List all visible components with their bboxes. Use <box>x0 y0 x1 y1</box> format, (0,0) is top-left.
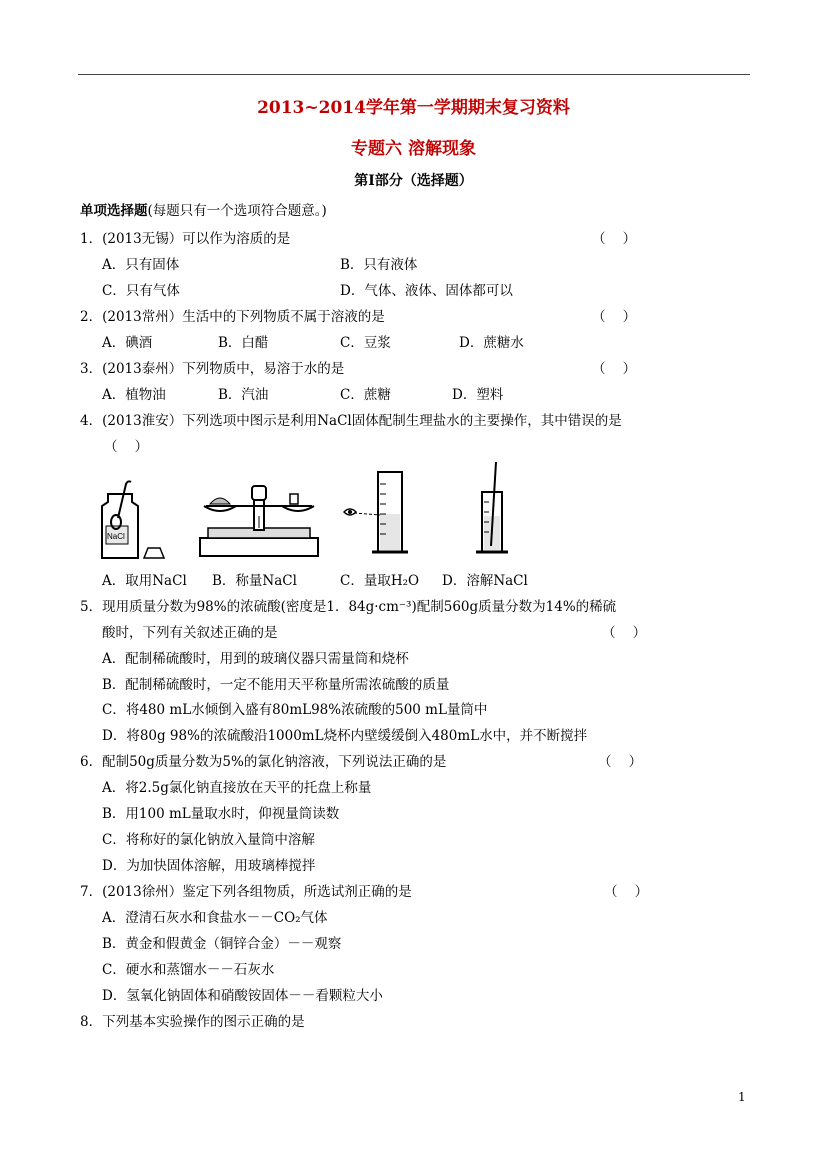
q5-option-c: C．将480 mL水倾倒入盛有80mL98%浓硫酸的500 mL量筒中 <box>102 702 488 718</box>
q1-option-b: B．只有液体 <box>340 257 418 273</box>
q1-stem: 1．(2013无锡）可以作为溶质的是 <box>80 231 291 247</box>
q2-option-d: D．蔗糖水 <box>459 335 524 351</box>
header-rule <box>78 74 750 75</box>
document-subtitle: 专题六 溶解现象 <box>351 139 476 159</box>
q7-option-b: B．黄金和假黄金（铜锌合金）－－观察 <box>102 936 342 952</box>
q5-option-a: A．配制稀硫酸时，用到的玻璃仪器只需量筒和烧杯 <box>102 651 409 667</box>
q4-option-c: C．量取H₂O <box>340 573 420 589</box>
q4-option-d: D．溶解NaCl <box>442 573 528 589</box>
q1-option-d: D．气体、液体、固体都可以 <box>340 283 513 299</box>
q1-answer-paren: （ ） <box>592 231 637 247</box>
q3-option-d: D．塑料 <box>452 387 504 403</box>
part-heading: 第Ⅰ部分（选择题） <box>354 173 473 189</box>
q7-option-c: C．硬水和蒸馏水－－石灰水 <box>102 962 275 978</box>
q1-option-c: C．只有气体 <box>102 283 180 299</box>
q4-figure-d-cylinder-stir <box>466 458 516 562</box>
document-title: 2013~2014学年第一学期期末复习资料 <box>257 98 570 118</box>
q7-answer-paren: （ ） <box>604 884 649 900</box>
q2-option-a: A．碘酒 <box>102 335 153 351</box>
q6-option-b: B．用100 mL量取水时，仰视量筒读数 <box>102 806 340 822</box>
q3-option-b: B．汽油 <box>218 387 269 403</box>
q2-answer-paren: （ ） <box>592 309 637 325</box>
q7-stem: 7．(2013徐州）鉴定下列各组物质，所选试剂正确的是 <box>80 884 412 900</box>
q3-stem: 3．(2013泰州）下列物质中，易溶于水的是 <box>80 361 345 377</box>
section-note: (每题只有一个选项符合题意。) <box>147 203 327 219</box>
q5-stem-continued: 酸时，下列有关叙述正确的是 <box>102 625 278 641</box>
q5-option-b: B．配制稀硫酸时，一定不能用天平称量所需浓硫酸的质量 <box>102 677 450 693</box>
q5-option-d: D．将80g 98%的浓硫酸沿1000mL烧杯内壁缓缓倒入480mL水中，并不断搅拌 <box>102 728 588 744</box>
q4-answer-paren: （ ） <box>104 439 149 455</box>
q8-stem: 8．下列基本实验操作的图示正确的是 <box>80 1014 305 1030</box>
q7-option-d: D．氢氧化钠固体和硝酸铵固体－－看颗粒大小 <box>102 988 383 1004</box>
q3-option-a: A．植物油 <box>102 387 166 403</box>
q4-option-b: B．称量NaCl <box>212 573 297 589</box>
q7-option-a: A．澄清石灰水和食盐水－－CO₂气体 <box>102 910 328 926</box>
q4-figure-b-balance <box>196 480 322 562</box>
q4-stem: 4．(2013淮安）下列选项中图示是利用NaCl固体配制生理盐水的主要操作，其中错误的是 <box>80 413 622 429</box>
section-heading-label: 单项选择题 <box>80 203 148 219</box>
q4-figure-a-reagent-bottle <box>96 478 168 564</box>
q3-answer-paren: （ ） <box>592 361 637 377</box>
q6-option-a: A．将2.5g氯化钠直接放在天平的托盘上称量 <box>102 780 372 796</box>
q3-option-c: C．蔗糖 <box>340 387 391 403</box>
q4-figure-a-label: NaCl <box>107 532 125 541</box>
q2-option-c: C．豆浆 <box>340 335 391 351</box>
q4-figure-c-cylinder <box>340 464 420 562</box>
q6-stem: 6．配制50g质量分数为5%的氯化钠溶液，下列说法正确的是 <box>80 754 447 770</box>
q6-answer-paren: （ ） <box>598 754 643 770</box>
q1-option-a: A．只有固体 <box>102 257 180 273</box>
page-number: 1 <box>738 1090 746 1104</box>
q6-option-c: C．将称好的氯化钠放入量筒中溶解 <box>102 832 315 848</box>
q5-answer-paren: （ ） <box>602 625 647 641</box>
q5-stem: 5．现用质量分数为98%的浓硫酸(密度是1．84g·cm⁻³)配制560g质量分数为14%的稀硫 <box>80 599 617 615</box>
section-heading <box>80 199 327 219</box>
q4-option-a: A．取用NaCl <box>102 573 187 589</box>
q2-stem: 2．(2013常州）生活中的下列物质不属于溶液的是 <box>80 309 385 325</box>
q2-option-b: B．白醋 <box>218 335 269 351</box>
q6-option-d: D．为加快固体溶解，用玻璃棒搅拌 <box>102 858 316 874</box>
